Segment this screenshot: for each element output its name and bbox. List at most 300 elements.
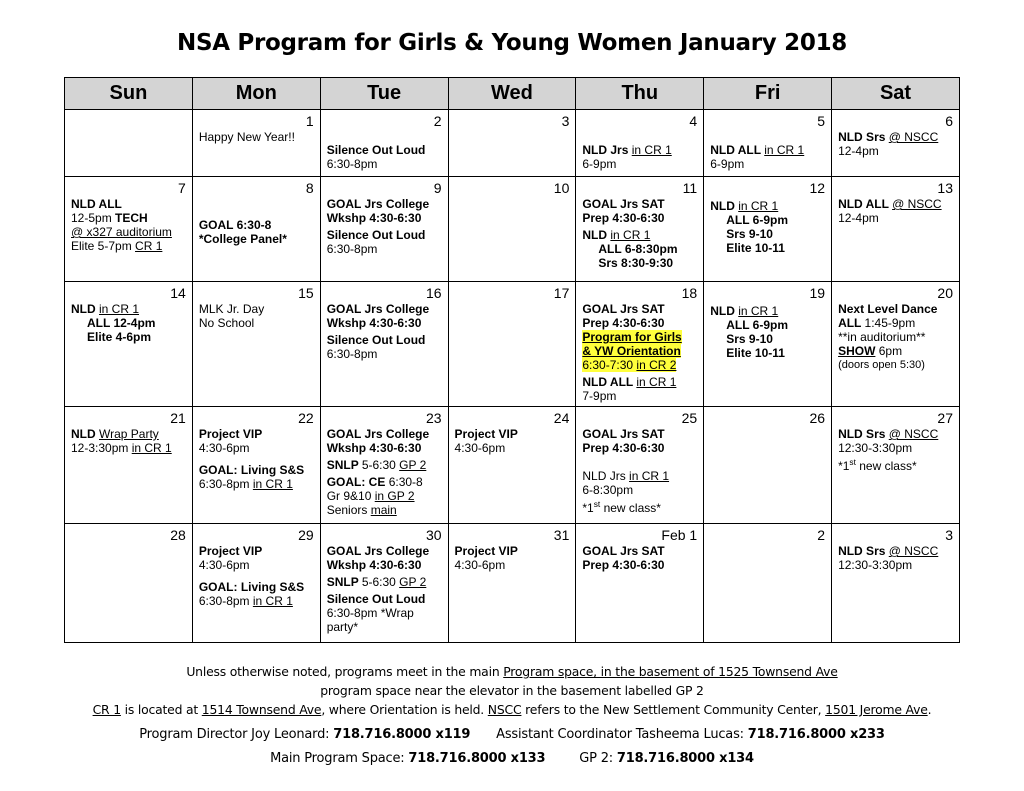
event-text: 4:30-6pm — [198, 558, 250, 572]
event-line — [455, 441, 570, 455]
page-title: NSA Program for Girls & Young Women January 2018 — [177, 30, 847, 56]
event-text: 12-4pm — [838, 211, 879, 225]
footer-nscc: NSCC — [487, 702, 522, 717]
event-text: NLD Srs — [838, 130, 889, 144]
event-text: GOAL Jrs College — [326, 427, 430, 441]
event-text: 6:30-8 — [388, 475, 423, 489]
event-line — [327, 475, 442, 489]
event-text: GOAL Jrs College — [326, 302, 430, 316]
event-text: in CR 1 — [738, 304, 779, 318]
event-line — [582, 497, 697, 515]
event-line — [710, 199, 825, 213]
event-line — [71, 427, 186, 441]
day-number: 27 — [937, 410, 953, 426]
event-text: Next Level Dance — [838, 302, 938, 316]
event-text: **in auditorium** — [838, 330, 926, 344]
day-number: 30 — [425, 527, 442, 543]
weekday-header: Thu — [576, 78, 704, 110]
day-cell — [704, 282, 832, 407]
weekday-header: Mon — [192, 78, 320, 110]
day-cell — [320, 110, 448, 177]
event-line — [582, 330, 697, 344]
event-line — [582, 302, 697, 316]
week-row — [65, 110, 960, 177]
day-number: 2 — [817, 527, 826, 543]
event-line — [199, 302, 314, 316]
event-text: (doors open 5:30) — [838, 359, 925, 371]
event-text: Srs 9-10 — [726, 227, 773, 241]
event-text: 5-6:30 — [361, 458, 400, 472]
day-number: 5 — [817, 113, 826, 129]
day-cell — [192, 407, 320, 524]
footer-text: , where Orientation is held. — [321, 702, 488, 717]
day-cell — [704, 407, 832, 524]
event-text: NLD — [71, 302, 99, 316]
event-text: in CR 1 — [738, 199, 779, 213]
week-row — [65, 282, 960, 407]
day-cell — [192, 282, 320, 407]
event-text: NLD — [71, 427, 99, 441]
event-line — [455, 558, 570, 572]
event-text: Wrap Party — [99, 427, 159, 441]
day-number: 13 — [937, 180, 953, 196]
event-text: Prep 4:30-6:30 — [582, 211, 665, 225]
event-text: Silence Out Loud — [326, 228, 426, 242]
event-text: 1:45-9pm — [864, 316, 916, 330]
event-text: in CR 1 — [99, 302, 140, 316]
day-number: 29 — [298, 527, 314, 543]
week-row — [65, 524, 960, 643]
event-line — [582, 358, 697, 372]
event-text: Wkshp 4:30-6:30 — [326, 441, 422, 455]
event-text: Prep 4:30-6:30 — [582, 558, 665, 572]
event-text: Elite 5-7pm — [71, 239, 136, 253]
event-line — [582, 427, 697, 441]
event-line — [327, 558, 442, 572]
event-line — [710, 332, 825, 346]
event-text: in CR 1 — [610, 228, 651, 242]
event-text: GP 2 — [399, 575, 427, 589]
event-line — [199, 477, 314, 491]
day-number: 12 — [809, 180, 826, 196]
event-line — [327, 544, 442, 558]
event-text: 6-8:30pm — [582, 483, 634, 497]
event-line — [71, 441, 186, 455]
event-text: GOAL: Living S&S — [198, 463, 305, 477]
event-line — [71, 302, 186, 316]
day-number: 25 — [681, 410, 698, 426]
event-line — [582, 211, 697, 225]
event-line — [327, 620, 442, 634]
event-text: GOAL Jrs SAT — [582, 544, 665, 558]
event-text: Silence Out Loud — [326, 143, 426, 157]
day-number: 3 — [561, 113, 570, 129]
event-text: main — [370, 503, 397, 517]
event-line — [838, 558, 953, 572]
day-cell — [576, 282, 704, 407]
event-text: NLD Srs — [838, 544, 889, 558]
day-number — [71, 114, 186, 129]
weekday-header: Sat — [832, 78, 960, 110]
event-text: *College Panel* — [198, 232, 287, 246]
event-text: NLD — [582, 228, 611, 242]
event-line — [582, 483, 697, 497]
gp2-label: GP 2: — [579, 751, 617, 766]
event-line — [327, 302, 442, 316]
director-phone: 718.716.8000 x119 — [333, 727, 471, 742]
weekday-header: Fri — [704, 78, 832, 110]
day-cell — [448, 177, 576, 282]
event-line — [71, 211, 186, 225]
week-row — [65, 177, 960, 282]
day-cell — [448, 282, 576, 407]
day-cell — [320, 177, 448, 282]
day-number: 9 — [433, 180, 442, 196]
highlight — [582, 330, 681, 344]
day-cell — [448, 524, 576, 643]
footer-text: refers to the New Settlement Community Center, — [521, 702, 826, 717]
day-number: 17 — [553, 285, 570, 301]
event-text: GOAL Jrs College — [326, 544, 430, 558]
event-line — [582, 375, 697, 389]
event-text: in CR 1 — [631, 143, 672, 157]
event-line — [199, 544, 314, 558]
event-text: & YW Orientation — [582, 344, 681, 358]
event-text: NLD ALL — [838, 197, 893, 211]
event-line — [710, 227, 825, 241]
event-line — [582, 242, 697, 256]
event-text: SNLP — [326, 575, 362, 589]
weekday-header: Sun — [65, 78, 193, 110]
event-text: 6:30-8pm — [198, 477, 253, 491]
event-text: SHOW — [838, 344, 876, 358]
event-line — [199, 232, 314, 246]
event-line — [582, 143, 697, 157]
event-line — [582, 197, 697, 211]
event-line — [838, 455, 953, 473]
event-line — [327, 575, 442, 589]
event-line — [582, 558, 697, 572]
event-line — [71, 316, 186, 330]
weekday-header-row — [65, 78, 960, 110]
event-text: Elite 10-11 — [726, 346, 785, 360]
event-line — [582, 441, 697, 455]
event-line — [582, 256, 697, 270]
day-cell — [192, 177, 320, 282]
footer-note-line-3 — [0, 702, 1024, 717]
event-line — [199, 558, 314, 572]
event-text: 12-4pm — [838, 144, 879, 158]
day-number: 18 — [681, 285, 698, 301]
event-line — [838, 130, 953, 144]
calendar-grid — [64, 77, 960, 643]
day-cell — [576, 110, 704, 177]
event-text: 12-5pm — [71, 211, 116, 225]
event-line — [199, 441, 314, 455]
event-text: GOAL — [198, 218, 237, 232]
day-number: 2 — [433, 113, 442, 129]
event-line — [582, 469, 697, 483]
event-line — [199, 594, 314, 608]
event-text: in CR 1 — [629, 469, 670, 483]
day-number: 26 — [809, 410, 826, 426]
event-line — [838, 427, 953, 441]
day-number: Feb 1 — [661, 527, 698, 543]
event-line — [327, 143, 442, 157]
event-text: 5-6:30 — [361, 575, 400, 589]
event-line — [710, 157, 825, 171]
event-line — [327, 316, 442, 330]
event-text: Seniors — [326, 503, 371, 517]
assistant-label: Assistant Coordinator Tasheema Lucas: — [496, 727, 748, 742]
event-text: 6:30-8pm *Wrap — [326, 606, 414, 620]
event-line — [327, 242, 442, 256]
event-line — [327, 503, 442, 517]
weekday-header: Wed — [448, 78, 576, 110]
event-text: SNLP — [326, 458, 362, 472]
day-number: 22 — [298, 410, 314, 426]
event-line — [327, 157, 442, 171]
event-line — [838, 144, 953, 158]
day-number: 31 — [553, 527, 570, 543]
event-line — [710, 304, 825, 318]
footer-note-line-1 — [0, 664, 1024, 679]
day-number: 6 — [945, 113, 953, 129]
event-line — [838, 302, 953, 316]
event-text: Project VIP — [198, 544, 263, 558]
event-text: 6-9pm — [710, 157, 745, 171]
footer-contacts-line-1 — [0, 727, 1024, 742]
event-text: 6-9pm — [582, 157, 617, 171]
event-line — [710, 318, 825, 332]
day-cell — [65, 407, 193, 524]
highlight — [582, 358, 676, 372]
footer-text: Unless otherwise noted, programs meet in the main — [186, 664, 504, 679]
day-cell — [65, 177, 193, 282]
event-line — [582, 316, 697, 330]
day-number: 20 — [937, 285, 953, 301]
day-number: 15 — [298, 285, 314, 301]
event-line — [838, 197, 953, 211]
event-text: 12:30-3:30pm — [838, 558, 913, 572]
footer-cr1-address: 1514 Townsend Ave — [201, 702, 322, 717]
day-cell — [832, 407, 960, 524]
event-text: Silence Out Loud — [326, 592, 426, 606]
day-number: 28 — [170, 527, 186, 543]
day-number: 24 — [553, 410, 570, 426]
event-text: GOAL Jrs SAT — [582, 302, 665, 316]
event-text: in CR 1 — [252, 477, 293, 491]
event-line — [327, 347, 442, 361]
day-cell — [576, 407, 704, 524]
event-text: Wkshp 4:30-6:30 — [326, 558, 422, 572]
event-text: in CR 1 — [131, 441, 172, 455]
event-text: GOAL: Living S&S — [198, 580, 305, 594]
day-number: 16 — [425, 285, 442, 301]
event-text: Program for Girls — [582, 330, 682, 344]
event-text: GOAL Jrs SAT — [582, 197, 665, 211]
director-label: Program Director Joy Leonard: — [139, 727, 334, 742]
event-line — [327, 592, 442, 606]
event-text: No School — [198, 316, 255, 330]
gp2-phone: 718.716.8000 x134 — [616, 751, 754, 766]
day-cell — [320, 407, 448, 524]
footer-program-space-link: Program space, in the basement of 1525 Townsend Ave — [503, 664, 838, 679]
day-cell — [832, 282, 960, 407]
event-text: 12:30-3:30pm — [838, 441, 913, 455]
day-cell — [192, 524, 320, 643]
event-text: @ NSCC — [888, 544, 939, 558]
event-text: 6pm — [875, 344, 903, 358]
day-number: 4 — [689, 113, 698, 129]
event-text: MLK Jr. Day — [198, 302, 265, 316]
footer-nscc-address: 1501 Jerome Ave — [825, 702, 928, 717]
event-line — [582, 228, 697, 242]
event-line — [199, 130, 314, 144]
event-text: Elite 10-11 — [726, 241, 785, 255]
event-text: Project VIP — [198, 427, 263, 441]
event-text: in CR 2 — [636, 358, 677, 372]
event-text: *1st new class* — [838, 457, 917, 473]
assistant-phone: 718.716.8000 x233 — [747, 727, 885, 742]
event-text: ALL 6-9pm — [726, 213, 789, 227]
event-text: ALL 6-9pm — [726, 318, 789, 332]
event-text: Project VIP — [454, 427, 518, 441]
event-text: Prep 4:30-6:30 — [582, 316, 665, 330]
day-cell — [704, 177, 832, 282]
day-cell — [576, 524, 704, 643]
event-text: Srs 8:30-9:30 — [598, 256, 674, 270]
week-row — [65, 407, 960, 524]
footer-text: . — [927, 702, 932, 717]
event-text: Silence Out Loud — [326, 333, 426, 347]
event-line — [455, 544, 570, 558]
event-line — [199, 427, 314, 441]
footer-cr1: CR 1 — [92, 702, 121, 717]
event-text: CR 1 — [135, 239, 163, 253]
event-text: Prep 4:30-6:30 — [582, 441, 665, 455]
event-text: GOAL: CE — [326, 475, 389, 489]
highlight — [582, 344, 680, 358]
event-line — [838, 211, 953, 225]
event-text: 6:30-8pm — [326, 157, 378, 171]
event-line — [838, 344, 953, 358]
event-text: NLD — [710, 199, 739, 213]
event-text: in CR 1 — [252, 594, 293, 608]
event-line — [710, 346, 825, 360]
footer-note-line-2: program space near the elevator in the basement labelled GP 2 — [320, 683, 704, 698]
event-line — [71, 197, 186, 211]
event-line — [327, 441, 442, 455]
day-cell — [65, 110, 193, 177]
event-text: 6:30-8pm — [198, 594, 253, 608]
event-line — [582, 344, 697, 358]
day-cell — [832, 177, 960, 282]
day-cell — [320, 282, 448, 407]
event-text: 4:30-6pm — [454, 558, 506, 572]
day-cell — [704, 110, 832, 177]
event-line — [327, 458, 442, 472]
event-text: @ NSCC — [888, 130, 939, 144]
event-line — [71, 239, 186, 253]
day-number: 1 — [305, 113, 314, 129]
event-text: NLD ALL — [582, 375, 637, 389]
day-cell — [704, 524, 832, 643]
event-line — [710, 143, 825, 157]
event-line — [327, 489, 442, 503]
event-text: NLD ALL — [71, 197, 122, 211]
event-text: 7-9pm — [582, 389, 617, 403]
event-line — [327, 211, 442, 225]
event-line — [327, 197, 442, 211]
main-space-phone: 718.716.8000 x133 — [408, 751, 546, 766]
event-text: GP 2 — [399, 458, 427, 472]
event-line — [710, 213, 825, 227]
day-number: 7 — [178, 180, 186, 196]
day-cell — [65, 524, 193, 643]
event-line — [838, 330, 953, 344]
event-line — [199, 316, 314, 330]
day-cell — [832, 110, 960, 177]
day-number: 8 — [305, 180, 314, 196]
event-text: ALL — [838, 316, 865, 330]
event-text: NLD ALL — [710, 143, 765, 157]
event-text: *1st new class* — [582, 499, 661, 515]
event-text: @ NSCC — [888, 427, 939, 441]
event-text: party* — [326, 620, 359, 634]
event-line — [327, 427, 442, 441]
day-number: 23 — [425, 410, 442, 426]
event-line — [71, 225, 186, 239]
event-text: NLD Srs — [838, 427, 889, 441]
day-number: 11 — [682, 180, 698, 196]
event-text: in CR 1 — [636, 375, 677, 389]
day-cell — [192, 110, 320, 177]
event-line — [582, 544, 697, 558]
weekday-header: Tue — [320, 78, 448, 110]
event-text: GOAL Jrs College — [326, 197, 430, 211]
event-text: 4:30-6pm — [198, 441, 250, 455]
day-number: 10 — [553, 180, 570, 196]
event-line — [838, 358, 953, 372]
event-text: Wkshp 4:30-6:30 — [326, 316, 422, 330]
event-text: ALL 12-4pm — [87, 316, 156, 330]
event-line — [838, 316, 953, 330]
event-text: TECH — [115, 211, 148, 225]
event-text: 12-3:30pm — [71, 441, 132, 455]
event-text: NLD Jrs — [582, 469, 630, 483]
day-cell — [576, 177, 704, 282]
event-text: NLD — [710, 304, 739, 318]
day-cell — [65, 282, 193, 407]
day-cell — [448, 407, 576, 524]
day-number: 3 — [945, 527, 953, 543]
day-number: 21 — [170, 410, 186, 426]
event-line — [582, 157, 697, 171]
event-text: @ x327 auditorium — [71, 225, 172, 239]
event-text: NLD Jrs — [582, 143, 632, 157]
day-cell — [448, 110, 576, 177]
main-space-label: Main Program Space: — [270, 751, 409, 766]
event-line — [327, 606, 442, 620]
event-line — [199, 580, 314, 594]
event-line — [710, 241, 825, 255]
event-text: Wkshp 4:30-6:30 — [326, 211, 422, 225]
event-text: 4:30-6pm — [454, 441, 506, 455]
event-line — [838, 544, 953, 558]
event-text: 6:30-8pm — [326, 347, 378, 361]
event-text: in CR 1 — [764, 143, 805, 157]
